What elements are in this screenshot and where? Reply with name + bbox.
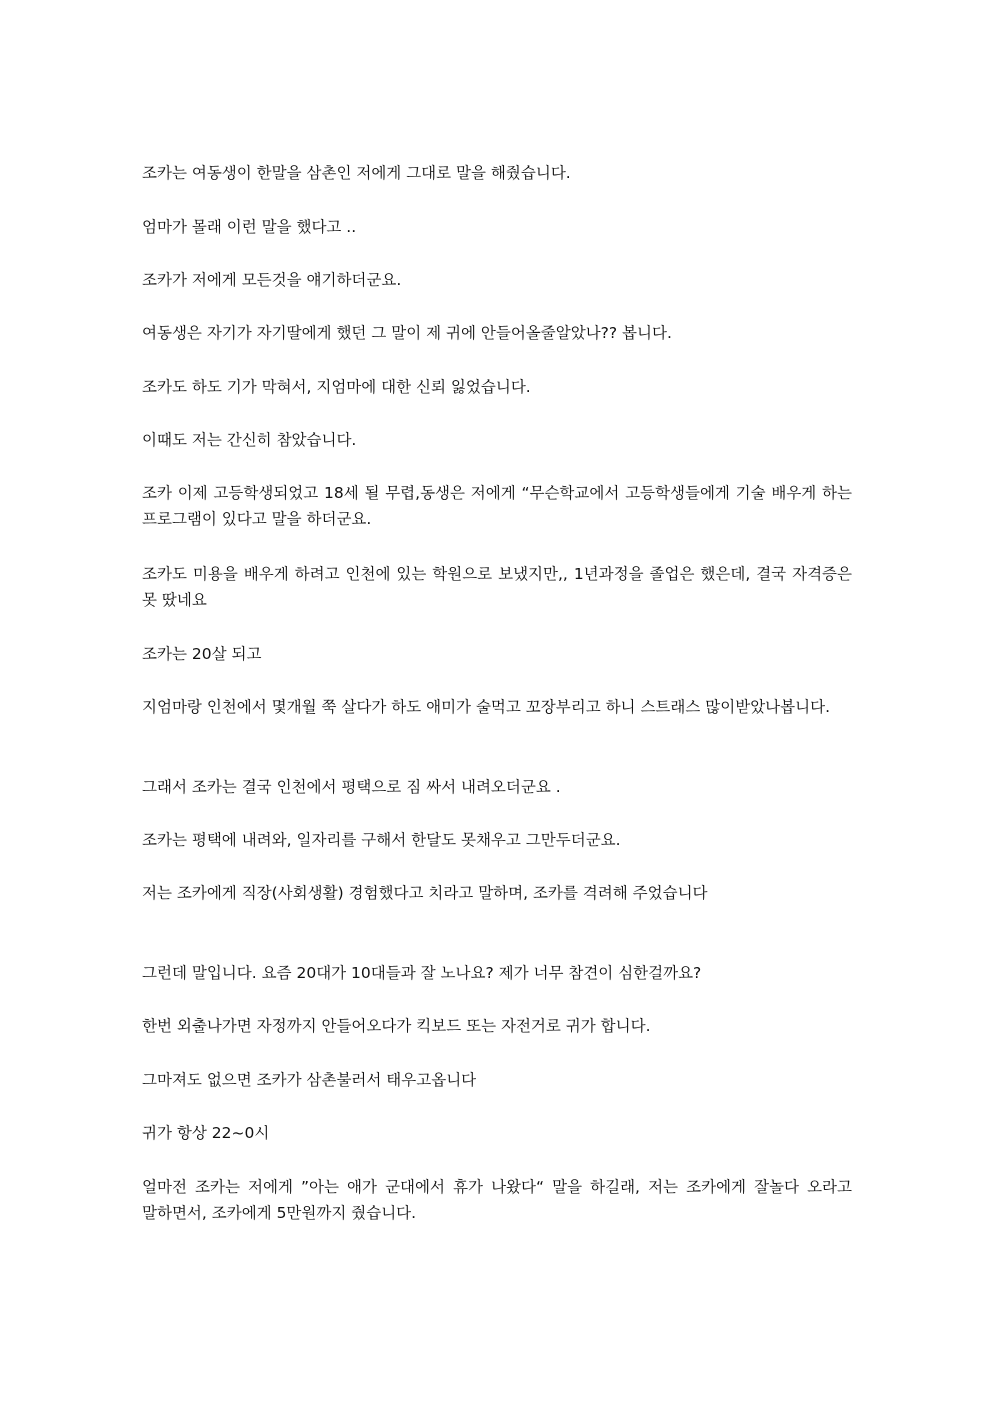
- paragraph: 엄마가 몰래 이런 말을 했다고 ..: [142, 218, 357, 236]
- paragraph: 지엄마랑 인천에서 몇개월 쭉 살다가 하도 애미가 술먹고 꼬장부리고 하니 스트래스 많이받았나봅니다.: [142, 698, 830, 716]
- paragraph: 그마져도 없으면 조카가 삼촌불러서 태우고옵니다: [142, 1071, 477, 1089]
- paragraph: 귀가 항상 22~0시: [142, 1124, 270, 1142]
- paragraph: 조카는 20살 되고: [142, 645, 262, 663]
- paragraph: 조카도 미용을 배우게 하려고 인천에 있는 학원으로 보냈지만,, 1년과정을 졸업은 했은데, 결국 자격증은 못 땄네요: [142, 565, 852, 609]
- paragraph: 저는 조카에게 직장(사회생활) 경험했다고 치라고 말하며, 조카를 격려해 주었습니다: [142, 884, 708, 902]
- paragraph: 이때도 저는 간신히 참았습니다.: [142, 431, 357, 449]
- paragraph: 조카는 여동생이 한말을 삼촌인 저에게 그대로 말을 해줬습니다.: [142, 164, 571, 182]
- paragraph: 조카는 평택에 내려와, 일자리를 구해서 한달도 못채우고 그만두더군요.: [142, 831, 621, 849]
- paragraph: 여동생은 자기가 자기딸에게 했던 그 말이 제 귀에 안들어올줄알았나?? 봅니다.: [142, 324, 672, 342]
- paragraph: 얼마전 조카는 저에게 ”아는 애가 군대에서 휴가 나왔다“ 말을 하길래, 저는 조카에게 잘놀다 오라고 말하면서, 조카에게 5만원까지 줬습니다.: [142, 1178, 852, 1222]
- paragraph: 조카 이제 고등학생되었고 18세 될 무렵,동생은 저에게 “무슨학교에서 고등학생들에게 기술 배우게 하는 프로그램이 있다고 말을 하더군요.: [142, 484, 852, 528]
- paragraph: 그래서 조카는 결국 인천에서 평택으로 짐 싸서 내려오더군요 .: [142, 778, 561, 796]
- paragraph: 조카도 하도 기가 막혀서, 지엄마에 대한 신뢰 잃었습니다.: [142, 378, 531, 396]
- paragraph: 조카가 저에게 모든것을 얘기하더군요.: [142, 271, 402, 289]
- paragraph: 그런데 말입니다. 요즘 20대가 10대들과 잘 노나요? 제가 너무 참견이 심한걸까요?: [142, 964, 702, 982]
- paragraph: 한번 외출나가면 자정까지 안들어오다가 킥보드 또는 자전거로 귀가 합니다.: [142, 1017, 651, 1035]
